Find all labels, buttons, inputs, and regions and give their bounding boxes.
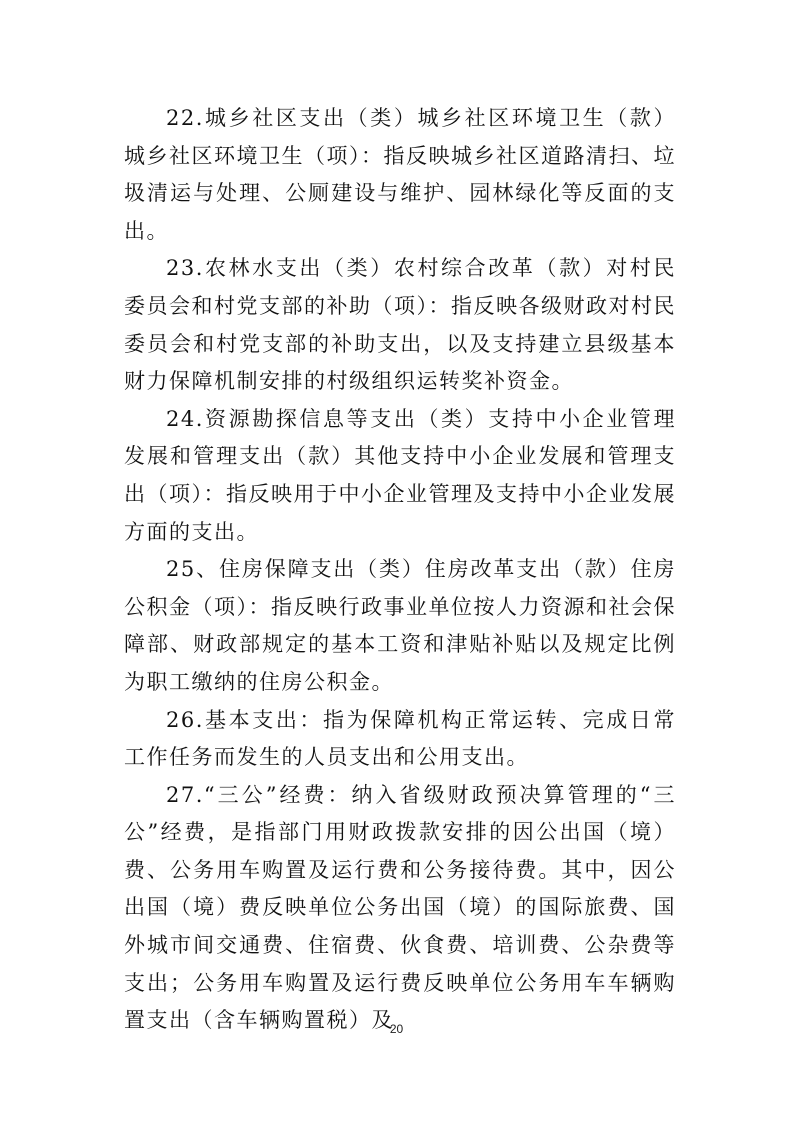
page-number: 20 [389, 1022, 404, 1036]
paragraph-26: 26.基本支出：指为保障机构正常运转、完成日常工作任务而发生的人员支出和公用支出。 [124, 707, 676, 770]
paragraph-23: 23.农林水支出（类）农村综合改革（款）对村民委员会和村党支部的补助（项）：指反映各级财政对村民委员会和村党支部的补助支出，以及支持建立县级基本财力保障机制安排的村级组织运转奖补资金。 [124, 256, 676, 394]
paragraph-27: 27.“三公”经费：纳入省级财政预决算管理的“三公”经费，是指部门用财政拨款安排的因公出国（境）费、公务用车购置及运行费和公务接待费。其中，因公出国（境）费反映单位公务出国（境）的国际旅费、国外城市间交通费、住宿费、伙食费、培训费、公杂费等支出；公务用车购置及运行费反映单位公务用车车辆购置支出（含车辆购置税）及 [124, 782, 676, 1033]
paragraph-24: 24.资源勘探信息等支出（类）支持中小企业管理发展和管理支出（款）其他支持中小企业发展和管理支出（项）：指反映用于中小企业管理及支持中小企业发展方面的支出。 [124, 406, 676, 544]
paragraph-25: 25、住房保障支出（类）住房改革支出（款）住房公积金（项）：指反映行政事业单位按人力资源和社会保障部、财政部规定的基本工资和津贴补贴以及规定比例为职工缴纳的住房公积金。 [124, 557, 676, 694]
paragraph-22: 22.城乡社区支出（类）城乡社区环境卫生（款）城乡社区环境卫生（项）：指反映城乡社区道路清扫、垃圾清运与处理、公厕建设与维护、园林绿化等反面的支出。 [124, 106, 676, 243]
document-body [124, 100, 676, 1040]
